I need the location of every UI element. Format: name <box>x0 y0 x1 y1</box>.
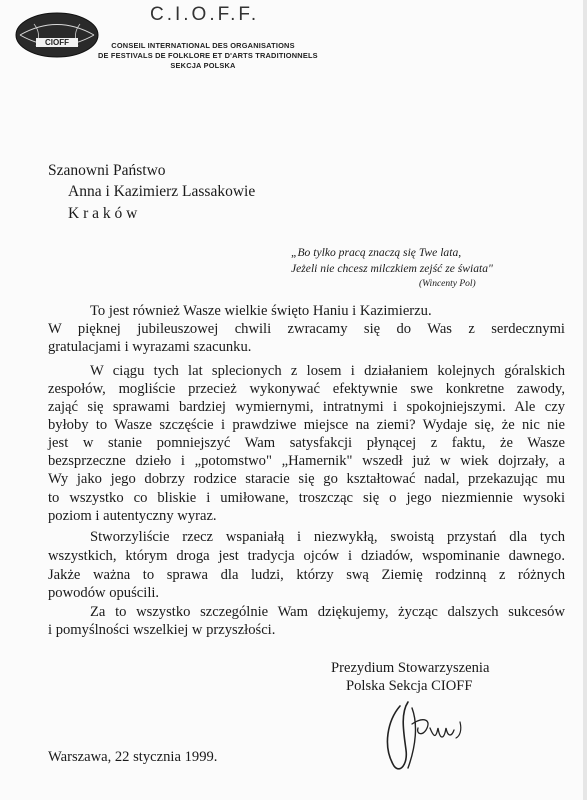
body-line: to wszystko co bliskie i umiłowane, troszcząc się o jego niezmiennie wysoki <box>48 490 565 506</box>
org-name-line-1: CONSEIL INTERNATIONAL DES ORGANISATIONS <box>111 41 295 50</box>
epigraph-author: (Wincenty Pol) <box>419 279 476 289</box>
body-line: zespołów, mogliście przecież wykonywać efektywnie swe konkretne zawody, <box>48 381 565 397</box>
body-line: wszystkich, którym droga jest tradycja ojców i dziadów, wspominanie dawnego. <box>48 548 565 564</box>
org-name-line-2: DE FESTIVALS DE FOLKLORE ET D'ARTS TRADITIONNELS <box>98 51 318 60</box>
salutation: Szanowni Państwo <box>48 162 166 179</box>
body-line: Jakże ważna to sprawa dla ludzi, którzy swą Ziemię rodzinną z różnych <box>48 567 565 583</box>
body-line: bezsprzeczne dzieło i „potomstwo" „Hamernik" wszedł już w wiek dojrzały, a <box>48 453 565 469</box>
recipient-city: K r a k ó w <box>68 205 138 222</box>
body-line: i pomyślności wszelkiej w przyszłości. <box>48 622 276 638</box>
body-line: Za to wszystko szczególnie Wam dziękujemy, życząc dalszych sukcesów <box>90 604 565 620</box>
epigraph-line-1: „Bo tylko pracą znaczą się Twe lata, <box>291 246 462 259</box>
handwritten-signature-icon <box>378 694 468 776</box>
body-line: Wy jako jego dobrzy rodzice staracie się go kształtować nadal, przekazując mu <box>48 471 565 487</box>
body-line: zająć się sprawami bardziej wymiernymi, intratnymi i spokojniejszymi. Ale czy <box>48 399 565 415</box>
body-line: To jest również Wasze wielkie święto Haniu i Kazimierzu. <box>90 303 432 319</box>
svg-text:CIOFF: CIOFF <box>45 38 69 47</box>
epigraph-line-2: Jeżeli nie chcesz milczkiem zejść ze świata" <box>291 262 493 275</box>
closing-line-2: Polska Sekcja CIOFF <box>346 678 473 694</box>
date-line: Warszawa, 22 stycznia 1999. <box>48 749 218 765</box>
body-line: jest w stanie pomniejszyć Wam satysfakcji płynącej z faktu, że Wasze <box>48 435 565 451</box>
recipient-names: Anna i Kazimierz Lassakowie <box>68 183 256 200</box>
body-line: Stworzyliście rzecz wspaniałą i niezwykłą, swoistą przystań dla tych <box>90 529 565 545</box>
scan-edge <box>583 0 587 800</box>
org-section: SEKCJA POLSKA <box>170 61 236 70</box>
body-line: gratulacjami i wyrazami szacunku. <box>48 339 252 355</box>
cioff-logo-icon <box>14 10 100 60</box>
org-abbreviation: C.I.O.F.F. <box>150 4 260 25</box>
body-line: W ciągu tych lat splecionych z losem i działaniem kolejnych góralskich <box>90 363 565 379</box>
closing-line-1: Prezydium Stowarzyszenia <box>331 660 490 676</box>
body-line: poziom i autentyczny wyraz. <box>48 508 217 524</box>
body-line: byłoby to Wasze szczęście i prawdziwe miejsce na ziemi? Wydaje się, że nic nie <box>48 417 565 433</box>
body-line: W pięknej jubileuszowej chwili zwracamy się do Was z serdecznymi <box>48 321 565 337</box>
body-line: powodów opuścili. <box>48 585 160 601</box>
